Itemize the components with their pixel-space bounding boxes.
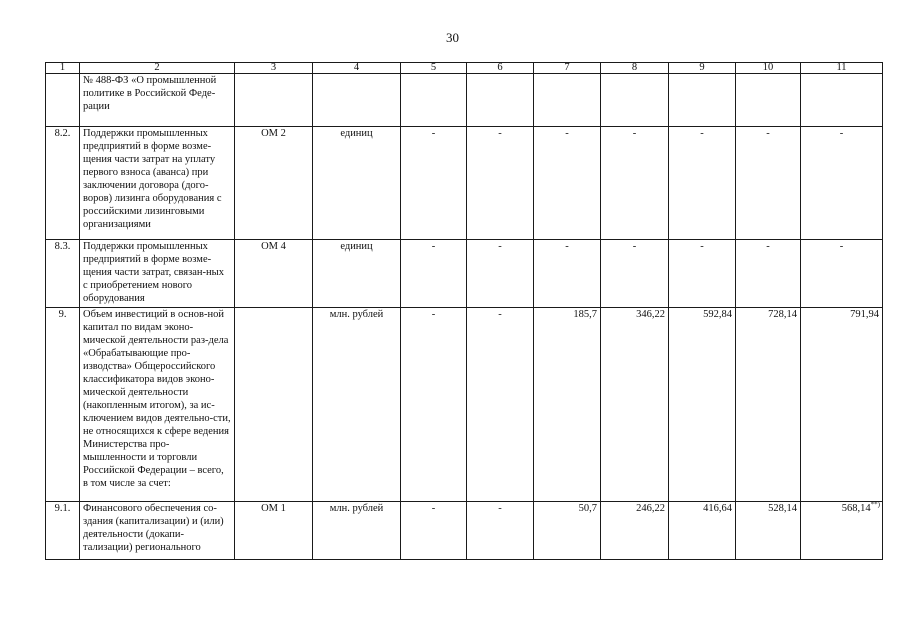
value-col8: 246,22 bbox=[601, 502, 669, 560]
value-col7 bbox=[534, 74, 601, 127]
indicator-name: Поддержки промышленных предприятий в форме возме-щения части затрат на уплату первого взноса (аванса) при заключении договора (дого-воров) лизинга оборудования с российскими лизинговыми организациями bbox=[80, 127, 235, 240]
column-header: 10 bbox=[736, 63, 801, 74]
value-col8: 346,22 bbox=[601, 308, 669, 502]
value-col7: 185,7 bbox=[534, 308, 601, 502]
program-code: ОМ 1 bbox=[235, 502, 313, 560]
value-col11: 791,94 bbox=[801, 308, 883, 502]
indicator-name: Поддержки промышленных предприятий в форме возме-щения части затрат, связан-ных с приобретением нового оборудования bbox=[80, 240, 235, 308]
row-number: 9. bbox=[46, 308, 80, 502]
value-col10: - bbox=[736, 240, 801, 308]
value-col11: - bbox=[801, 127, 883, 240]
column-header: 2 bbox=[80, 63, 235, 74]
value-col5: - bbox=[401, 502, 467, 560]
value-col11: - bbox=[801, 240, 883, 308]
value-col11-number: 568,14 bbox=[841, 503, 871, 514]
table-row bbox=[46, 308, 883, 502]
unit: единиц bbox=[313, 240, 401, 308]
indicator-name: Объем инвестиций в основ-ной капитал по видам эконо-мической деятельности раз-дела «Обрабатывающие про-изводства» Общероссийского классификатора видов эконо-мической деятельности (накопленным итогом), за ис-ключением видов деятельно-сти, не относящихся к сфере ведения Министерства про-мышленности и торговли Российской Федерации – всего, в том числе за счет: bbox=[80, 308, 235, 502]
page-number: 30 bbox=[446, 30, 459, 45]
value-col5: - bbox=[401, 240, 467, 308]
indicator-name: № 488-ФЗ «О промышленной политике в Российской Феде-рации bbox=[80, 74, 235, 127]
value-col11 bbox=[801, 502, 883, 560]
value-col10: 728,14 bbox=[736, 308, 801, 502]
value-col9: 416,64 bbox=[669, 502, 736, 560]
row-number: 8.3. bbox=[46, 240, 80, 308]
column-header: 4 bbox=[313, 63, 401, 74]
column-header: 8 bbox=[601, 63, 669, 74]
column-header: 7 bbox=[534, 63, 601, 74]
column-header: 3 bbox=[235, 63, 313, 74]
table-row bbox=[46, 502, 883, 560]
value-col9: - bbox=[669, 240, 736, 308]
unit bbox=[313, 74, 401, 127]
column-header: 9 bbox=[669, 63, 736, 74]
row-number bbox=[46, 74, 80, 127]
value-col7: 50,7 bbox=[534, 502, 601, 560]
table-row bbox=[46, 74, 883, 127]
column-header: 5 bbox=[401, 63, 467, 74]
program-code bbox=[235, 74, 313, 127]
footnote-marker: **) bbox=[870, 501, 880, 509]
column-number-row bbox=[46, 63, 883, 74]
program-code bbox=[235, 308, 313, 502]
value-col5 bbox=[401, 74, 467, 127]
unit: млн. рублей bbox=[313, 308, 401, 502]
column-header: 6 bbox=[467, 63, 534, 74]
value-col5: - bbox=[401, 308, 467, 502]
row-number: 8.2. bbox=[46, 127, 80, 240]
value-col7: - bbox=[534, 127, 601, 240]
program-code: ОМ 4 bbox=[235, 240, 313, 308]
column-header: 1 bbox=[46, 63, 80, 74]
value-col10: - bbox=[736, 127, 801, 240]
table-row bbox=[46, 240, 883, 308]
column-header: 11 bbox=[801, 63, 883, 74]
unit: млн. рублей bbox=[313, 502, 401, 560]
data-table bbox=[45, 62, 883, 560]
value-col6: - bbox=[467, 502, 534, 560]
value-col5: - bbox=[401, 127, 467, 240]
table-row bbox=[46, 127, 883, 240]
row-number: 9.1. bbox=[46, 502, 80, 560]
value-col10 bbox=[736, 74, 801, 127]
program-code: ОМ 2 bbox=[235, 127, 313, 240]
value-col8: - bbox=[601, 240, 669, 308]
value-col6: - bbox=[467, 308, 534, 502]
value-col7: - bbox=[534, 240, 601, 308]
unit: единиц bbox=[313, 127, 401, 240]
value-col8: - bbox=[601, 127, 669, 240]
value-col9: - bbox=[669, 127, 736, 240]
value-col6: - bbox=[467, 240, 534, 308]
indicator-name: Финансового обеспечения со-здания (капитализации) и (или) деятельности (докапи-тализации) регионального bbox=[80, 502, 235, 560]
value-col8 bbox=[601, 74, 669, 127]
value-col11 bbox=[801, 74, 883, 127]
value-col6: - bbox=[467, 127, 534, 240]
value-col6 bbox=[467, 74, 534, 127]
value-col10: 528,14 bbox=[736, 502, 801, 560]
value-col9 bbox=[669, 74, 736, 127]
value-col9: 592,84 bbox=[669, 308, 736, 502]
